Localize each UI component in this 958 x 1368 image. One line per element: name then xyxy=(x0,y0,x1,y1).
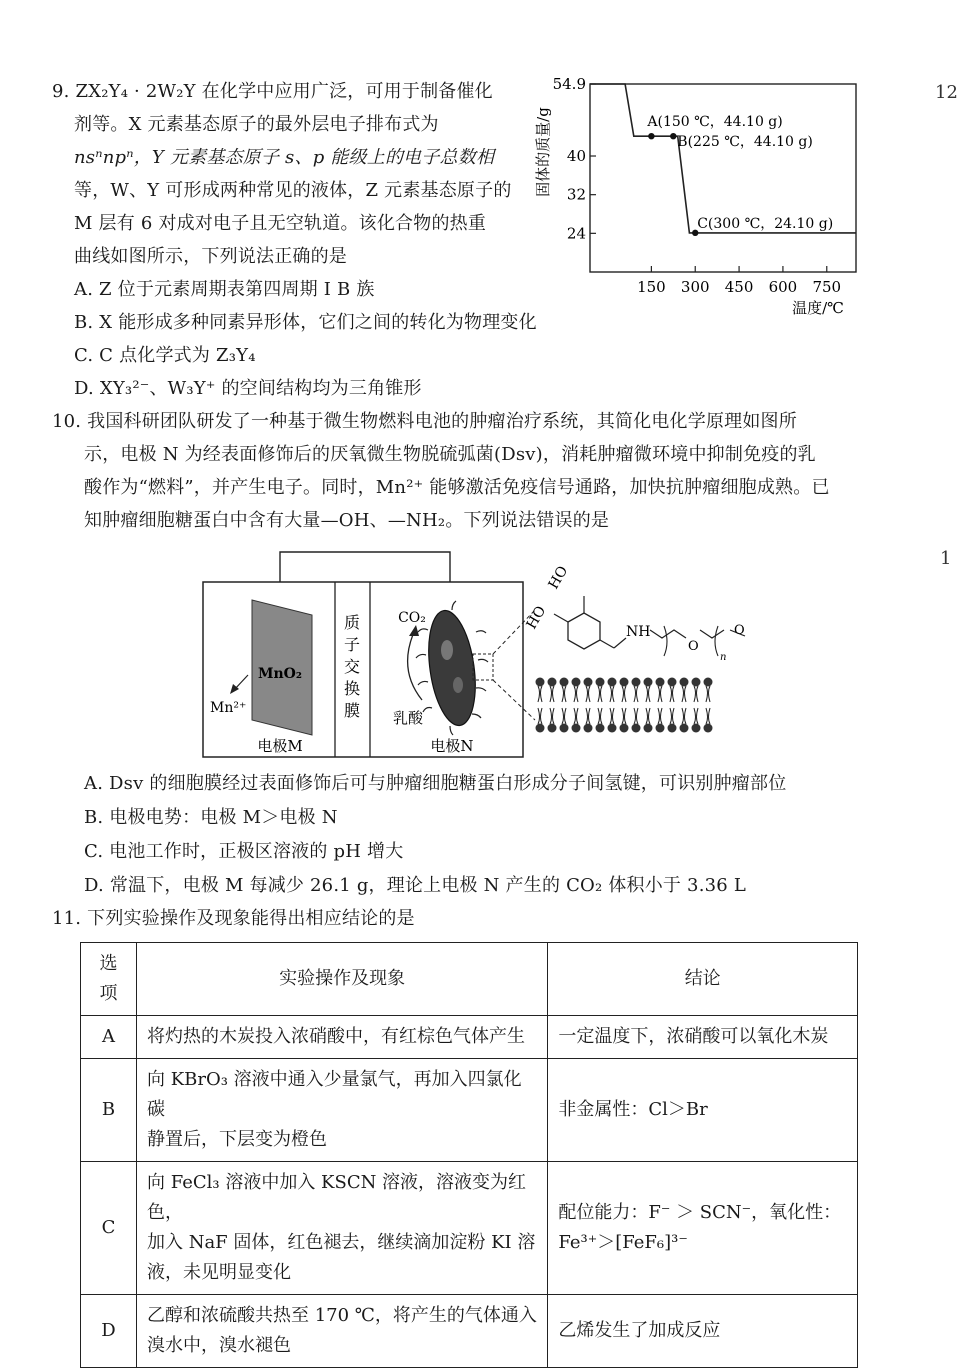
header-operation: 实验操作及现象 xyxy=(136,943,547,1016)
header-option: 选项 xyxy=(81,943,137,1016)
mno2-label: MnO₂ xyxy=(257,666,303,682)
point-label: B(225 ℃，44.10 g) xyxy=(677,134,813,151)
q10-line: 示，电极 N 为经表面修饰后的厌氧微生物脱硫弧菌(Dsv)，消耗肿瘤微环境中抑制免疫的乳 xyxy=(84,444,816,465)
ho-label-top: HO xyxy=(545,563,572,592)
table-row xyxy=(81,1295,858,1368)
q10-line: 酸作为“燃料”，并产生电子。同时，Mn²⁺ 能够激活免疫信号通路，加快抗肿瘤细胞成熟。已 xyxy=(84,477,830,498)
table-row xyxy=(81,1059,858,1162)
q9-line: 曲线如图所示，下列说法正确的是 xyxy=(74,246,347,267)
point-label: A(150 ℃，44.10 g) xyxy=(647,114,783,131)
row-conclusion xyxy=(548,1016,858,1059)
ether-oxygen-label: O xyxy=(688,639,699,654)
row-option: C xyxy=(81,1162,137,1295)
lactic-acid-label: 乳酸 xyxy=(392,709,424,727)
electrode-m-label: 电极M xyxy=(257,737,303,755)
table-row xyxy=(81,1016,858,1059)
x-axis-label: 温度/℃ xyxy=(792,299,844,317)
operation-line: 将灼热的木炭投入浓硝酸中，有红棕色气体产生 xyxy=(146,1026,525,1047)
cell-container xyxy=(203,582,523,757)
q9-line: 剂等。X 元素基态原子的最外层电子排布式为 xyxy=(74,114,439,135)
table-row xyxy=(81,1162,858,1295)
q9-line: 等，W、Y 可形成两种常见的液体，Z 元素基态原子的 xyxy=(74,180,512,201)
q10-option-a: A. Dsv 的细胞膜经过表面修饰后可与肿瘤细胞糖蛋白形成分子间氢键，可识别肿瘤部位 xyxy=(84,773,787,794)
row-operation xyxy=(136,1016,547,1059)
conclusion-line: 配位能力：F⁻ ＞ SCN⁻，氧化性： xyxy=(558,1202,842,1223)
membrane-char: 质 xyxy=(343,613,361,632)
operation-line: 向 KBrO₃ 溶液中通入少量氯气，再加入四氯化碳 xyxy=(146,1069,522,1120)
repeat-n-label: n xyxy=(720,652,727,663)
row-option: D xyxy=(81,1295,137,1368)
nh-label: NH xyxy=(626,624,651,640)
q9-option-d: D. XY₃²⁻、W₃Y⁺ 的空间结构均为三角锥形 xyxy=(74,378,422,399)
operation-line: 向 FeCl₃ 溶液中加入 KSCN 溶液，溶液变为红色， xyxy=(146,1172,527,1223)
y-tick-label: 24 xyxy=(566,224,586,243)
x-tick-label: 450 xyxy=(724,278,754,296)
membrane-char: 子 xyxy=(343,635,361,654)
conclusion-line: 非金属性：Cl＞Br xyxy=(558,1099,708,1120)
y-tick-label: 32 xyxy=(566,185,586,204)
q9-line: 9. ZX₂Y₄ · 2W₂Y 在化学中应用广泛，可用于制备催化 xyxy=(52,81,493,102)
electrode-n-label: 电极N xyxy=(430,737,474,755)
q9-option-a: A. Z 位于元素周期表第四周期 Ⅰ B 族 xyxy=(74,279,375,300)
edge-page-number: 12 xyxy=(935,82,958,103)
y-tick-label: 40 xyxy=(566,147,586,166)
row-option: B xyxy=(81,1059,137,1162)
row-conclusion xyxy=(548,1059,858,1162)
point-label: C(300 ℃，24.10 g) xyxy=(697,215,834,232)
bacterium-texture xyxy=(441,640,453,660)
q9-line: nsⁿnpⁿ，Y 元素基态原子 s、p 能级上的电子总数相 xyxy=(74,147,495,168)
x-tick-label: 600 xyxy=(768,278,798,296)
conclusion-line: Fe³⁺＞[FeF₆]³⁻ xyxy=(558,1232,688,1253)
operation-line: 液，未见明显变化 xyxy=(146,1262,291,1283)
experiment-table xyxy=(80,942,858,1368)
q10-option-b: B. 电极电势：电极 M＞电极 N xyxy=(84,807,338,828)
operation-line: 静置后，下层变为橙色 xyxy=(146,1129,327,1150)
terminal-oxygen-label: O xyxy=(734,623,745,638)
q9-option-c: C. C 点化学式为 Z₃Y₄ xyxy=(74,345,256,366)
edge-fragment: 1 xyxy=(940,548,952,569)
membrane-char: 交 xyxy=(343,657,361,676)
fuel-cell-diagram xyxy=(200,563,760,770)
row-option: A xyxy=(81,1016,137,1059)
operation-line: 加入 NaF 固体，红色褪去，继续滴加淀粉 KI 溶 xyxy=(146,1232,536,1253)
thermogravimetric-chart xyxy=(530,75,860,322)
q10-line: 知肿瘤细胞糖蛋白中含有大量—OH、—NH₂。下列说法错误的是 xyxy=(84,510,610,531)
data-point xyxy=(648,133,654,139)
q9-line: M 层有 6 对成对电子且无空轨道。该化合物的热重 xyxy=(74,213,487,234)
ho-label-side: HO xyxy=(523,603,550,632)
operation-line: 溴水中，溴水褪色 xyxy=(146,1335,291,1356)
row-operation xyxy=(136,1162,547,1295)
conclusion-line: 乙烯发生了加成反应 xyxy=(558,1320,721,1341)
co2-label: CO₂ xyxy=(398,610,426,626)
q9-option-b: B. X 能形成多种同素异形体，它们之间的转化为物理变化 xyxy=(74,312,537,333)
row-operation xyxy=(136,1295,547,1368)
y-tick-label: 54.9 xyxy=(552,75,586,93)
membrane-char: 换 xyxy=(343,679,361,698)
mass-curve xyxy=(590,84,856,233)
mn-ion-label: Mn²⁺ xyxy=(210,700,247,716)
x-tick-label: 150 xyxy=(637,278,666,296)
y-axis-label: 固体的质量/g xyxy=(534,107,552,197)
x-tick-label: 300 xyxy=(680,278,710,296)
header-conclusion: 结论 xyxy=(548,943,858,1016)
data-point xyxy=(670,133,676,139)
conclusion-line: 一定温度下，浓硝酸可以氧化木炭 xyxy=(558,1026,829,1047)
q10-option-d: D. 常温下，电极 M 每减少 26.1 g，理论上电极 N 产生的 CO₂ 体积小于 3.36 L xyxy=(84,875,747,896)
q10-line: 10. 我国科研团队研发了一种基于微生物燃料电池的肿瘤治疗系统，其简化电化学原理如图所 xyxy=(52,411,797,432)
q10-option-c: C. 电池工作时，正极区溶液的 pH 增大 xyxy=(84,841,404,862)
table-header-row xyxy=(81,943,858,1016)
row-operation xyxy=(136,1059,547,1162)
q11-stem: 11. 下列实验操作及现象能得出相应结论的是 xyxy=(52,908,415,929)
bacterium-texture xyxy=(453,677,463,693)
row-conclusion xyxy=(548,1295,858,1368)
membrane-char: 膜 xyxy=(343,701,361,720)
row-conclusion xyxy=(548,1162,858,1295)
x-tick-label: 750 xyxy=(812,278,842,296)
cell-membrane-bilayer xyxy=(536,678,713,733)
operation-line: 乙醇和浓硫酸共热至 170 ℃，将产生的气体通入 xyxy=(146,1305,537,1326)
